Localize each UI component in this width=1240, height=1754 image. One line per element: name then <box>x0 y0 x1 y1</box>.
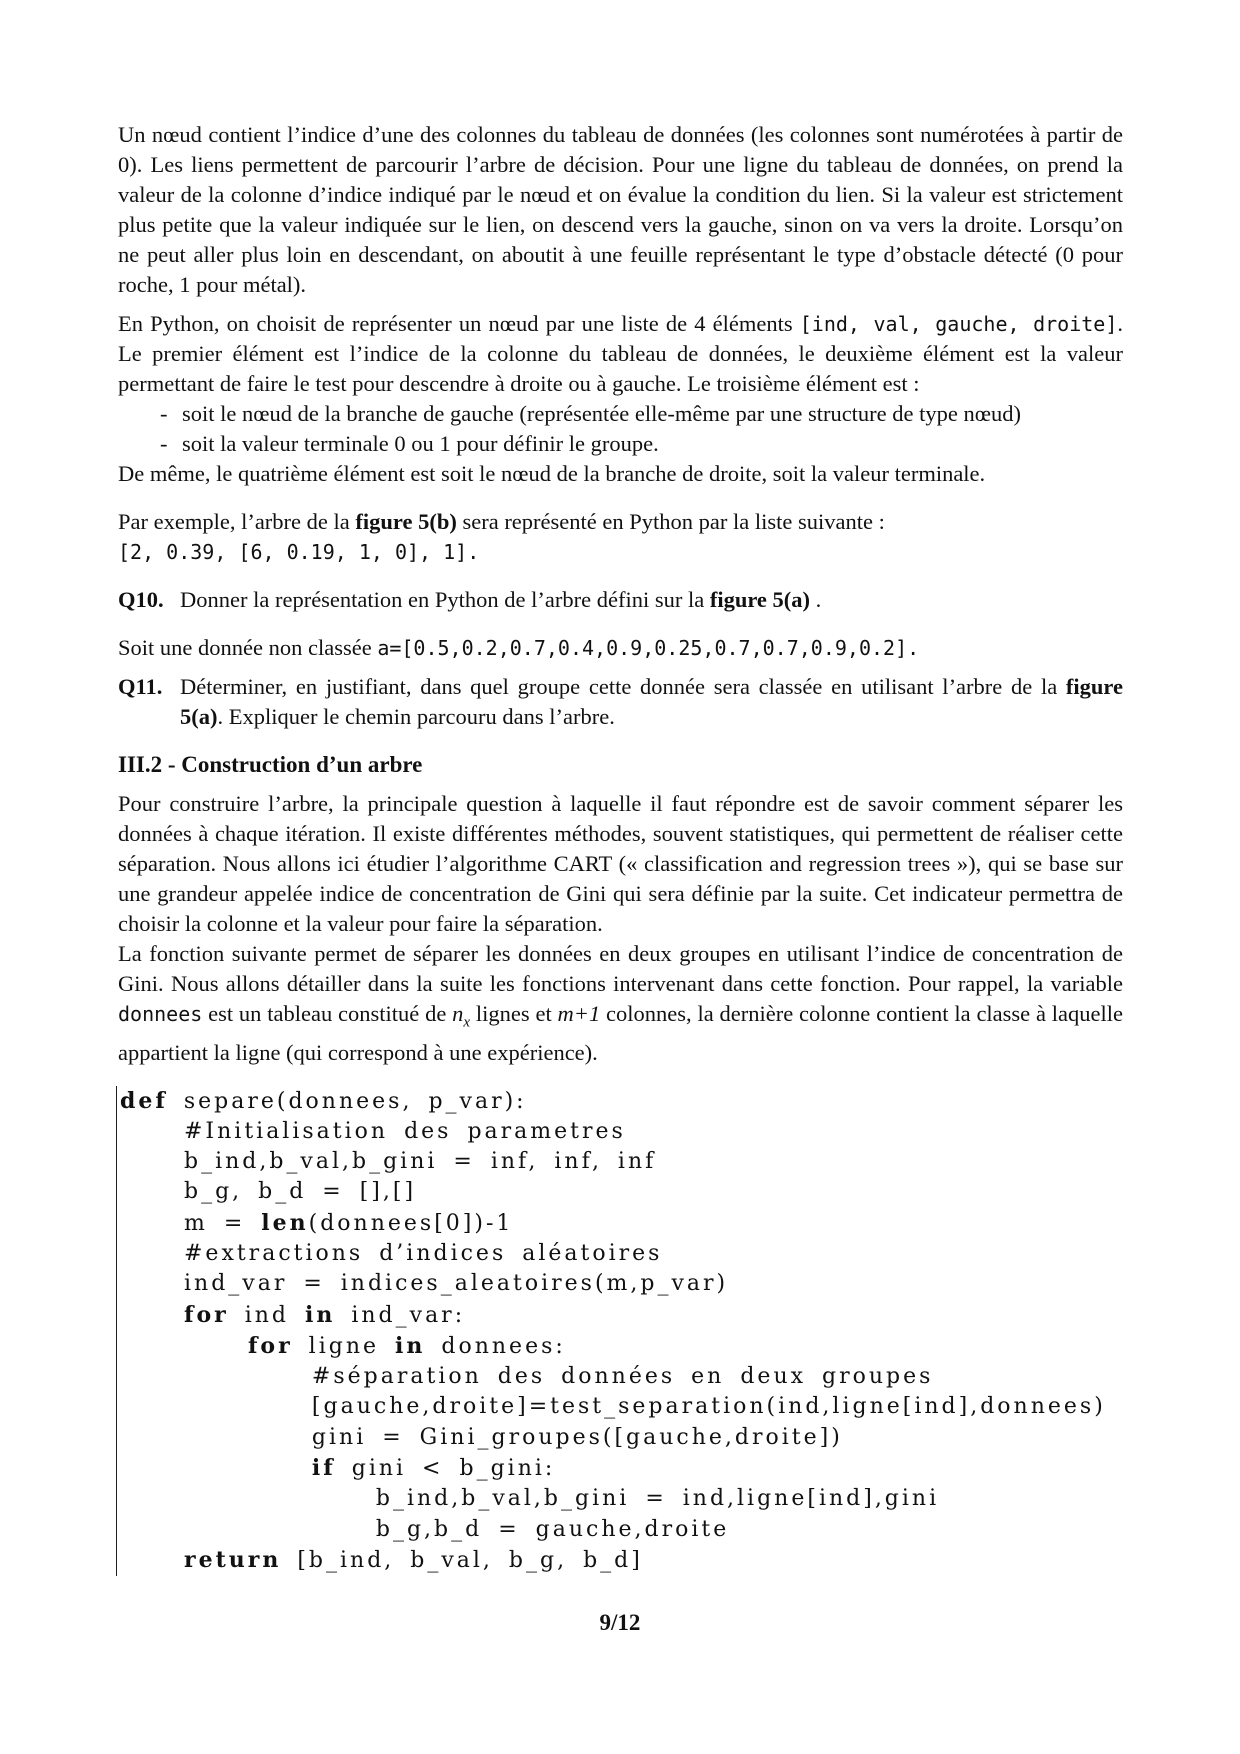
question-number: Q11. <box>118 674 163 699</box>
code-line: b_g,b_d = gauche,droite <box>375 1516 730 1542</box>
paragraph-right-branch: De même, le quatrième élément est soit le nœud de la branche de droite, soit la valeur terminale. <box>118 461 986 486</box>
math-m-plus-1: m+1 <box>557 1001 601 1026</box>
page-number: 9/12 <box>599 1610 641 1635</box>
question-number: Q10. <box>118 587 164 612</box>
bullet-list <box>118 399 1123 459</box>
paragraph-python-representation: En Python, on choisit de représenter un nœud par une liste de 4 éléments [ind, val, gauche, droite]. Le premier élément est l’indice de la colonne du tableau de données, le deuxième élément est la valeur permettant de faire le test pour descendre à droite ou à gauche. Le troisième élément est : <box>118 311 1123 396</box>
code-line: for ind in ind_var: <box>183 1301 466 1328</box>
page-content <box>118 120 1123 1576</box>
example-code-line <box>118 537 1123 567</box>
code-line: #extractions d’indices aléatoires <box>183 1240 663 1266</box>
code-line: b_ind,b_val,b_gini = inf, inf, inf <box>183 1149 657 1175</box>
question-text: Donner la représentation en Python de l’arbre défini sur la figure 5(a) . <box>180 587 822 612</box>
code-line: for ligne in donnees: <box>247 1332 566 1359</box>
paragraph-example: Par exemple, l’arbre de la figure 5(b) sera représenté en Python par la liste suivante : <box>118 509 885 534</box>
question-text: Déterminer, en justifiant, dans quel groupe cette donnée sera classée en utilisant l’arbre de la figure 5(a). Expliquer le chemin parcouru dans l’arbre. <box>180 674 1123 729</box>
question-q11 <box>118 672 1123 732</box>
inline-code-data-a: a=[0.5,0.2,0.7,0.4,0.9,0.25,0.7,0.7,0.9,0.2]. <box>377 636 920 660</box>
question-q10 <box>118 585 1123 615</box>
figure-reference: figure 5(a) <box>709 587 811 612</box>
section-heading: III.2 - Construction d’un arbre <box>118 752 423 777</box>
figure-reference: figure 5(a) <box>180 674 1123 729</box>
math-nx: $n_x$ <box>452 1001 471 1031</box>
paragraph-cart: Pour construire l’arbre, la principale question à laquelle il faut répondre est de savoir comment séparer les données à chaque itération. Il existe différentes méthodes, souvent statistiques, qui permettent de réaliser cette séparation. Nous allons ici étudier l’algorithme CART (« classification and regression trees »), qui se base sur une grandeur appelée indice de concentration de Gini qui sera définie par la suite. Cet indicateur permettra de choisir la colonne et la valeur pour faire la séparation. <box>118 791 1123 936</box>
paragraph-node-description: Un nœud contient l’indice d’une des colonnes du tableau de données (les colonnes sont numérotées à partir de 0). Les liens permettent de parcourir l’arbre de décision. Pour une ligne du tableau de données, on prend la valeur de la colonne d’indice indiqué par le nœud et on évalue la condition du lien. Si la valeur est strictement plus petite que la valeur indiquée sur le lien, on descend vers la gauche, sinon on va vers la droite. Lorsqu’on ne peut aller plus loin en descendant, on aboutit à une feuille représentant le type d’obstacle détecté (0 pour roche, 1 pour métal). <box>118 122 1123 297</box>
code-line: m = len(donnees[0])-1 <box>183 1209 514 1236</box>
paragraph-unclassified-data: Soit une donnée non classée a=[0.5,0.2,0.7,0.4,0.9,0.25,0.7,0.7,0.9,0.2]. <box>118 635 920 660</box>
list-item: - soit la valeur terminale 0 ou 1 pour définir le groupe. <box>160 429 1123 459</box>
paragraph-separe-function: La fonction suivante permet de séparer les données en deux groupes en utilisant l’indice de concentration de Gini. Nous allons détailler dans la suite les fonctions intervenant dans cette fonction. Pour rappel, la variable donnees est un tableau constitué de $n_x$ lignes et m+1 colonnes, la dernière colonne contient la classe à laquelle appartient la ligne (qui correspond à une expérience). <box>118 941 1124 1065</box>
code-block-separe <box>116 1086 1123 1577</box>
code-line: ind_var = indices_aleatoires(m,p_var) <box>183 1271 729 1297</box>
code-line: return [b_ind, b_val, b_g, b_d] <box>183 1546 643 1573</box>
code-line: b_g, b_d = [],[] <box>183 1179 417 1205</box>
code-line: #séparation des données en deux groupes <box>311 1364 934 1390</box>
inline-code-node-structure: [ind, val, gauche, droite] <box>799 312 1118 336</box>
code-line: if gini < b_gini: <box>311 1455 556 1482</box>
list-item: - soit le nœud de la branche de gauche (représentée elle-même par une structure de type nœud) <box>160 399 1123 429</box>
code-line: def separe(donnees, p_var): <box>120 1087 527 1114</box>
inline-code-example-tree: [2, 0.39, [6, 0.19, 1, 0], 1]. <box>118 540 480 564</box>
code-line: gini = Gini_groupes([gauche,droite]) <box>311 1424 843 1450</box>
code-line: #Initialisation des parametres <box>183 1118 626 1144</box>
inline-code-donnees: donnees <box>118 1002 203 1026</box>
code-line: [gauche,droite]=test_separation(ind,ligne[ind],donnees) <box>311 1394 1106 1420</box>
figure-reference: figure 5(b) <box>355 509 457 534</box>
code-line: b_ind,b_val,b_gini = ind,ligne[ind],gini <box>375 1486 940 1512</box>
